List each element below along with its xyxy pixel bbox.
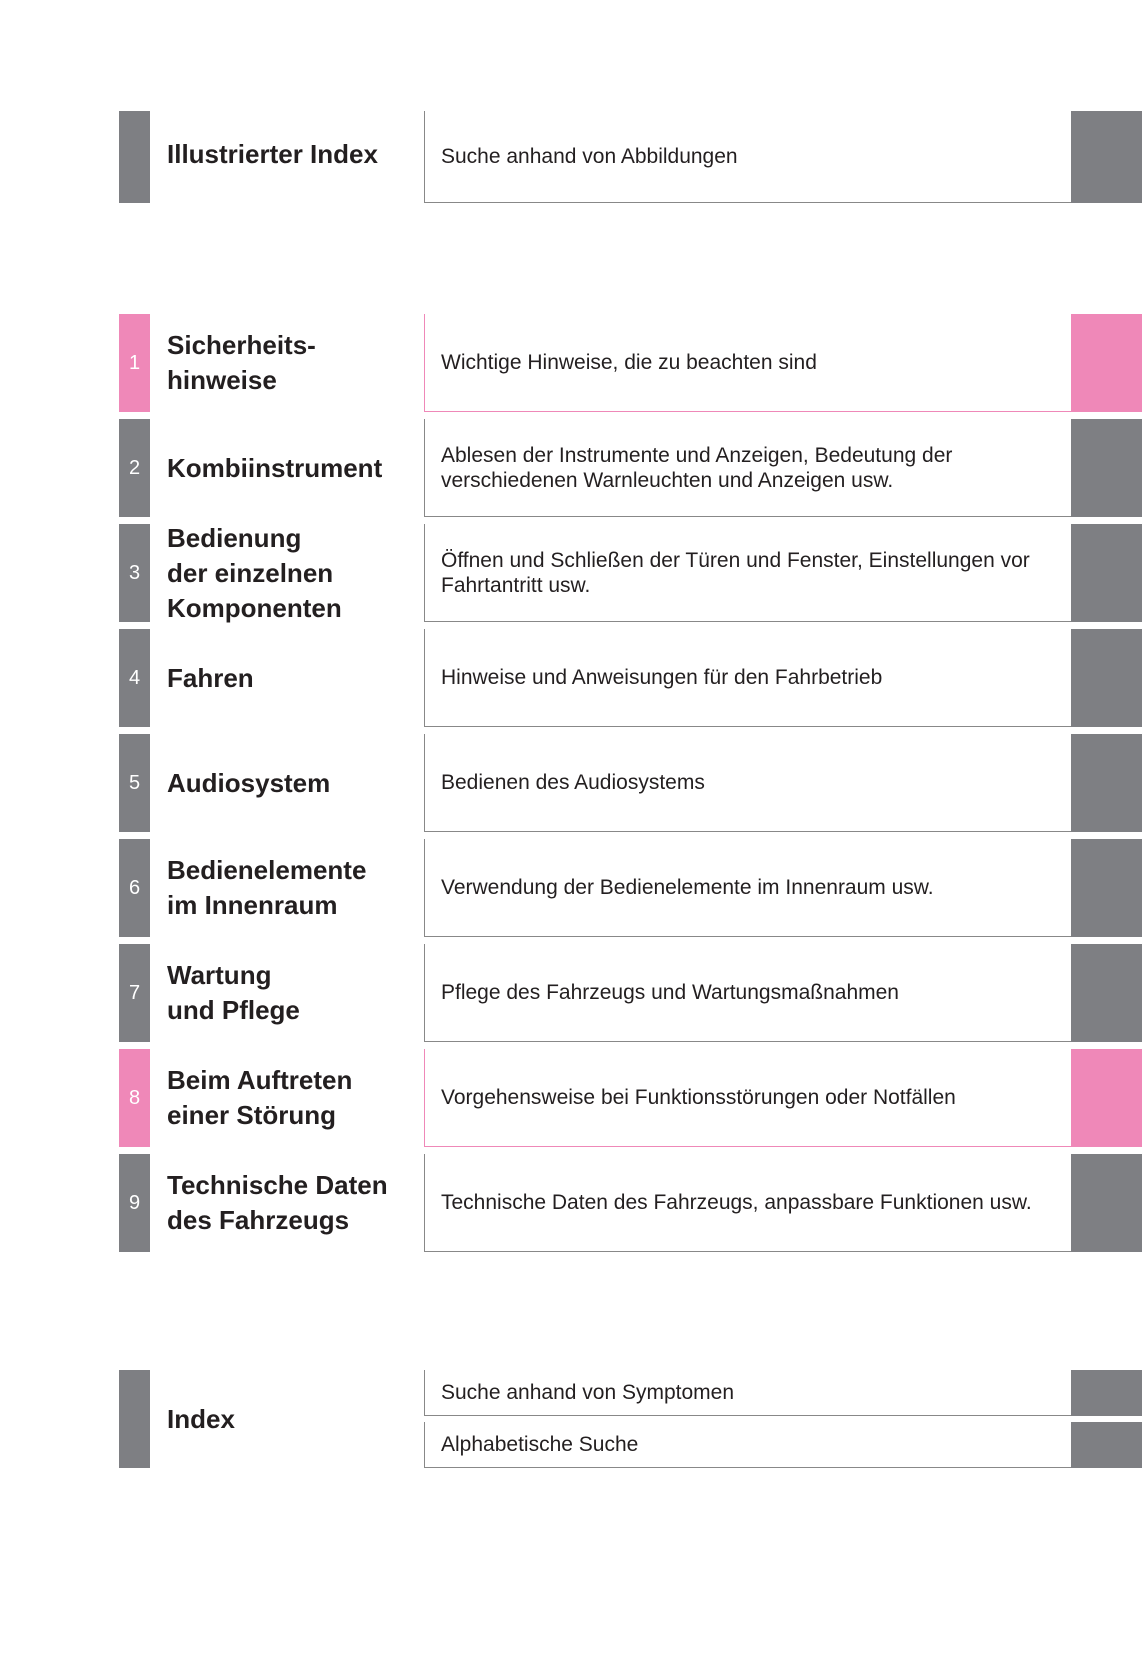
chapter-title: Sicherheits- hinweise xyxy=(167,330,316,395)
chapter-title: Fahren xyxy=(167,662,254,693)
chapter-number: 6 xyxy=(128,876,141,899)
thumb-tab[interactable] xyxy=(1071,1422,1142,1468)
thumb-tab[interactable] xyxy=(1071,1370,1142,1416)
thumb-tab[interactable] xyxy=(1071,1049,1142,1147)
chapter-row[interactable] xyxy=(0,419,1142,517)
illustrated-index-description: Suche anhand von Abbildungen xyxy=(424,111,1071,203)
thumb-tab[interactable] xyxy=(1071,524,1142,622)
chapter-number: 2 xyxy=(128,456,141,479)
index-entry-symptoms[interactable]: Suche anhand von Symptomen xyxy=(424,1370,1071,1416)
thumb-tab[interactable] xyxy=(1071,944,1142,1042)
chapter-row[interactable] xyxy=(0,839,1142,937)
thumb-tab[interactable] xyxy=(1071,314,1142,412)
illustrated-index-section[interactable] xyxy=(0,111,1142,203)
chapter-description: Bedienen des Audiosystems xyxy=(424,734,1071,832)
chapter-row[interactable] xyxy=(0,629,1142,727)
chapter-number: 8 xyxy=(128,1086,141,1109)
chapter-title: Bedienelemente im Innenraum xyxy=(167,855,367,920)
chapter-row[interactable] xyxy=(0,524,1142,622)
index-entry-alphabetical[interactable]: Alphabetische Suche xyxy=(424,1422,1071,1468)
thumb-tab[interactable] xyxy=(1071,734,1142,832)
thumb-tab[interactable] xyxy=(1071,839,1142,937)
chapter-number: 1 xyxy=(128,351,141,374)
thumb-tab[interactable] xyxy=(1071,111,1142,203)
chapter-description: Vorgehensweise bei Funktionsstörungen oder Notfällen xyxy=(424,1049,1071,1147)
chapter-description: Technische Daten des Fahrzeugs, anpassbare Funktionen usw. xyxy=(424,1154,1071,1252)
index-title: Index xyxy=(167,1403,235,1434)
chapter-row[interactable] xyxy=(0,1049,1142,1147)
chapter-number: 5 xyxy=(128,771,141,794)
chapter-number: 9 xyxy=(128,1191,141,1214)
chapter-title: Beim Auftreten einer Störung xyxy=(167,1065,353,1130)
chapter-row[interactable] xyxy=(0,944,1142,1042)
chapter-description: Hinweise und Anweisungen für den Fahrbetrieb xyxy=(424,629,1071,727)
chapter-title: Kombiinstrument xyxy=(167,452,383,483)
thumb-tab[interactable] xyxy=(1071,629,1142,727)
index-section xyxy=(0,1370,1142,1468)
thumb-tab[interactable] xyxy=(1071,1154,1142,1252)
chapter-row[interactable] xyxy=(0,1154,1142,1252)
chapter-number: 3 xyxy=(128,561,141,584)
section-marker xyxy=(119,1370,150,1468)
chapter-description: Öffnen und Schließen der Türen und Fenster, Einstellungen vor Fahrtantritt usw. xyxy=(424,524,1071,622)
chapter-description: Verwendung der Bedienelemente im Innenraum usw. xyxy=(424,839,1071,937)
chapter-row[interactable] xyxy=(0,314,1142,412)
chapter-description: Pflege des Fahrzeugs und Wartungsmaßnahmen xyxy=(424,944,1071,1042)
chapter-title: Technische Daten des Fahrzeugs xyxy=(167,1170,388,1235)
chapter-description: Wichtige Hinweise, die zu beachten sind xyxy=(424,314,1071,412)
chapter-number: 4 xyxy=(128,666,141,689)
chapter-description: Ablesen der Instrumente und Anzeigen, Bedeutung der verschiedenen Warnleuchten und Anzeigen usw. xyxy=(424,419,1071,517)
section-marker xyxy=(119,111,150,203)
chapter-title: Wartung und Pflege xyxy=(167,960,300,1025)
chapter-number: 7 xyxy=(128,981,141,1004)
thumb-tab[interactable] xyxy=(1071,419,1142,517)
chapter-row[interactable] xyxy=(0,734,1142,832)
chapter-title: Bedienung der einzelnen Komponenten xyxy=(167,522,342,623)
chapter-title: Audiosystem xyxy=(167,767,331,798)
illustrated-index-title: Illustrierter Index xyxy=(167,139,378,169)
